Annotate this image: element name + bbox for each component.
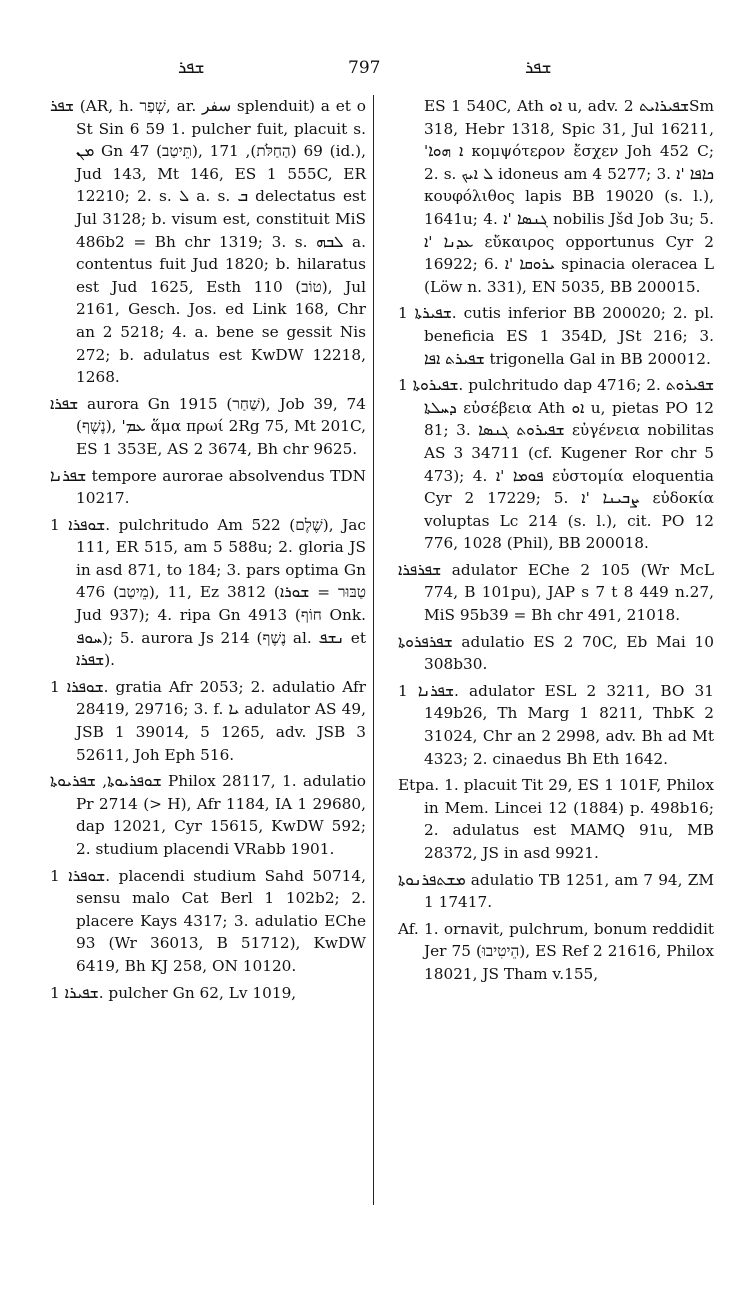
dictionary-entry-continued: ES 1 540C, Ath ܐܘ u, adv. ܫܦܝܪܐܝܬ 2Sm 318, Hebr 1318, Spic 31, Jul 16211, 'ܐ ܗܘܐ κομψότερον ἔσχεν Joh 452 C; 2. s. ܠ ܐܝܟ idoneus am 4 5277; 3. ܟܐܦܐ 'ܐ κουφόλιθος lapis BB 19020 (s. l.), 1641u; 4. ܓܢܣܐ 'ܐ nobilis Jšd Job 3u; 5. ܥܕܢܐ 'ܐ εὔκαιρος opportunus Cyr 2 16922; 6. ܝܪܘܩܐ 'ܐ spinacia oleracea L (Löw n. 331), EN 5035, BB 200015. <box>424 97 715 296</box>
dictionary-entry: ܫܦܝܪܐ 1. pulcher Gn 62, Lv 1019, <box>50 983 297 1002</box>
dictionary-entry: ܫܘܦܪܐ 1. pulchritudo Am 522 (שֶׁלֶם), Jac 111, ER 515, am 5 588u; 2. gloria JS in asd 871, to 184; 3. pars optima Gn 476 (מֵיטַב), 11, Ez 3812 (טַבּוּר = ܫܘܪܐ Jud 937); 4. ripa Gn 4913 (חוֹף Onk. ܚܘܦ); 5. aurora Js 214 (נֶשֶׁף al. ܢܫܦ et ܫܦܪܐ). <box>50 515 367 670</box>
dictionary-entry: ܫܦܪܦܪܐ adulator EChe 2 105 (Wr McL 774, B 101pu), JAP s 7 t 8 449 n.27, MiS 95b39 = Bh chr 491, 21018. <box>398 560 714 625</box>
dictionary-entry: Af. 1. ornavit, pulchrum, bonum reddidit Jer 75 (הֵיטִיבוּ), ES Ref 2 21616, Philox 18021, JS Tham v.155, <box>398 919 715 983</box>
dictionary-entry: ܫܘܦܪܐ 1. gratia Afr 2053; 2. adulatio Afr 28419, 29716; 3. f. ܝܐ adulator AS 49, JSB 1 39014, 5 1265, adv. JSB 3 52611, Joh Eph 516. <box>50 677 366 764</box>
dictionary-entry: ܫܘܦܪܐ 1. placendi studium Sahd 50714, sensu malo Cat Berl 1 102b2; 2. placere Kays 4317; 3. adulatio EChe 93 (Wr 36013, B 51712), KwDW 6419, Bh KJ 258, ON 10120. <box>50 866 366 975</box>
dictionary-entry: ܫܦܝܪܘܬܐ 1. pulchritudo dap 4716; 2. ܫܦܝܪܘܬ ܕܚܠܬܐ εὐσέβεια Ath ܐܘ u, pietas PO 12 81; 3. ܫܦܝܪܘܬ ܓܢܣܐ εὐγένεια nobilitas AS 3 34711 (cf. Kugener Ror chr 5 473); 4. ܦܘܡܐ 'ܐ εὐστομία eloquentia Cyr 2 17229; 5. ܨܒܝܢܐ 'ܐ εὐδοκία voluptas Lc 214 (s. l.), cit. PO 12 776, 1028 (Phil), BB 200018. <box>398 376 714 553</box>
dictionary-entry: ܫܦܪܐ aurora Gn 1915 (שַׁחַר), Job 39, 74 (נֶשֶׁף), 'ܥܡ ἅμα πρωί 2Rg 75, Mt 201C, ES 1 353E, AS 2 3674, Bh chr 9625. <box>50 394 366 458</box>
dictionary-entry: ܡܫܬܦܪܢܘܬܐ adulatio TB 1251, am 7 94, ZM 1 17417. <box>398 870 714 912</box>
dictionary-entry: ܫܦܝܪܬܐ 1. cutis inferior BB 200020; 2. pl. beneficia ES 1 354D, JSt 216; 3. ܫܦܝܪܬ ܐܦܐ trigonella Gal in BB 200012. <box>398 304 714 368</box>
dictionary-entry: ܫܦܪܢܐ 1. adulator ESL 2 3211, BO 31 149b26, Th Marg 1 8211, ThbK 2 31024, Chr an 2 2998, adv. Bh ad Mt 4323; 2. cinaedus Bh Eth 1642. <box>398 681 714 768</box>
right-guide-word: ܫܦܪ <box>525 58 552 78</box>
running-head <box>0 58 750 82</box>
dictionary-entry: ܫܦܪ (AR, h. שְׁפַר, ar. سفر splenduit) a et o St Sin 6 59 1. pulcher fuit, placuit s. ܡܢ Gn 47 (תֵּיטַב), 69 (הַחַלֹּת), 171 (id.), Jud 143, Mt 146, ES 1 555C, ER 12210; 2. s. ܠ a. s. ܒ delectatus est Jul 3128; b. visum est, constituit MiS 486b2 = Bh chr 1319; 3. s. ܠܒܗ a. contentus fuit Jud 1820; b. hilaratus est Jud 1625, Esth 110 (טוֹב), Jul 2161, Gesch. Jos. ed Link 168, Chr an 2 5218; 4. a. bene se gessit Nis 272; b. adulatus est KwDW 12218, 1268. <box>50 97 367 387</box>
dictionary-entry: ܫܦܪܦܪܘܬܐ adulatio ES 2 70C, Eb Mai 10 308b30. <box>398 632 714 674</box>
column-divider <box>373 95 374 1205</box>
dictionary-entry: Etpa. 1. placuit Tit 29, ES 1 101F, Philox in Mem. Lincei 12 (1884) p. 498b16; 2. adulatus est MAMQ 91u, MB 28372, JS in asd 9921. <box>398 776 714 862</box>
left-guide-word: ܫܦܪ <box>178 58 205 78</box>
page-number: 797 <box>348 58 381 78</box>
left-column <box>50 95 366 1008</box>
dictionary-entry: ܫܦܪܢܐ tempore aurorae absolvendus TDN 10217. <box>50 466 366 508</box>
dictionary-entry: ܫܘܦܪܝܘܬܐ, ܫܦܪܝܘܬܐ Philox 28117, 1. adulatio Pr 2714 (> H), Afr 1184, IA 1 29680, dap 12021, Cyr 15615, KwDW 592; 2. studium placendi VRabb 1901. <box>50 772 367 858</box>
right-column <box>398 95 714 990</box>
